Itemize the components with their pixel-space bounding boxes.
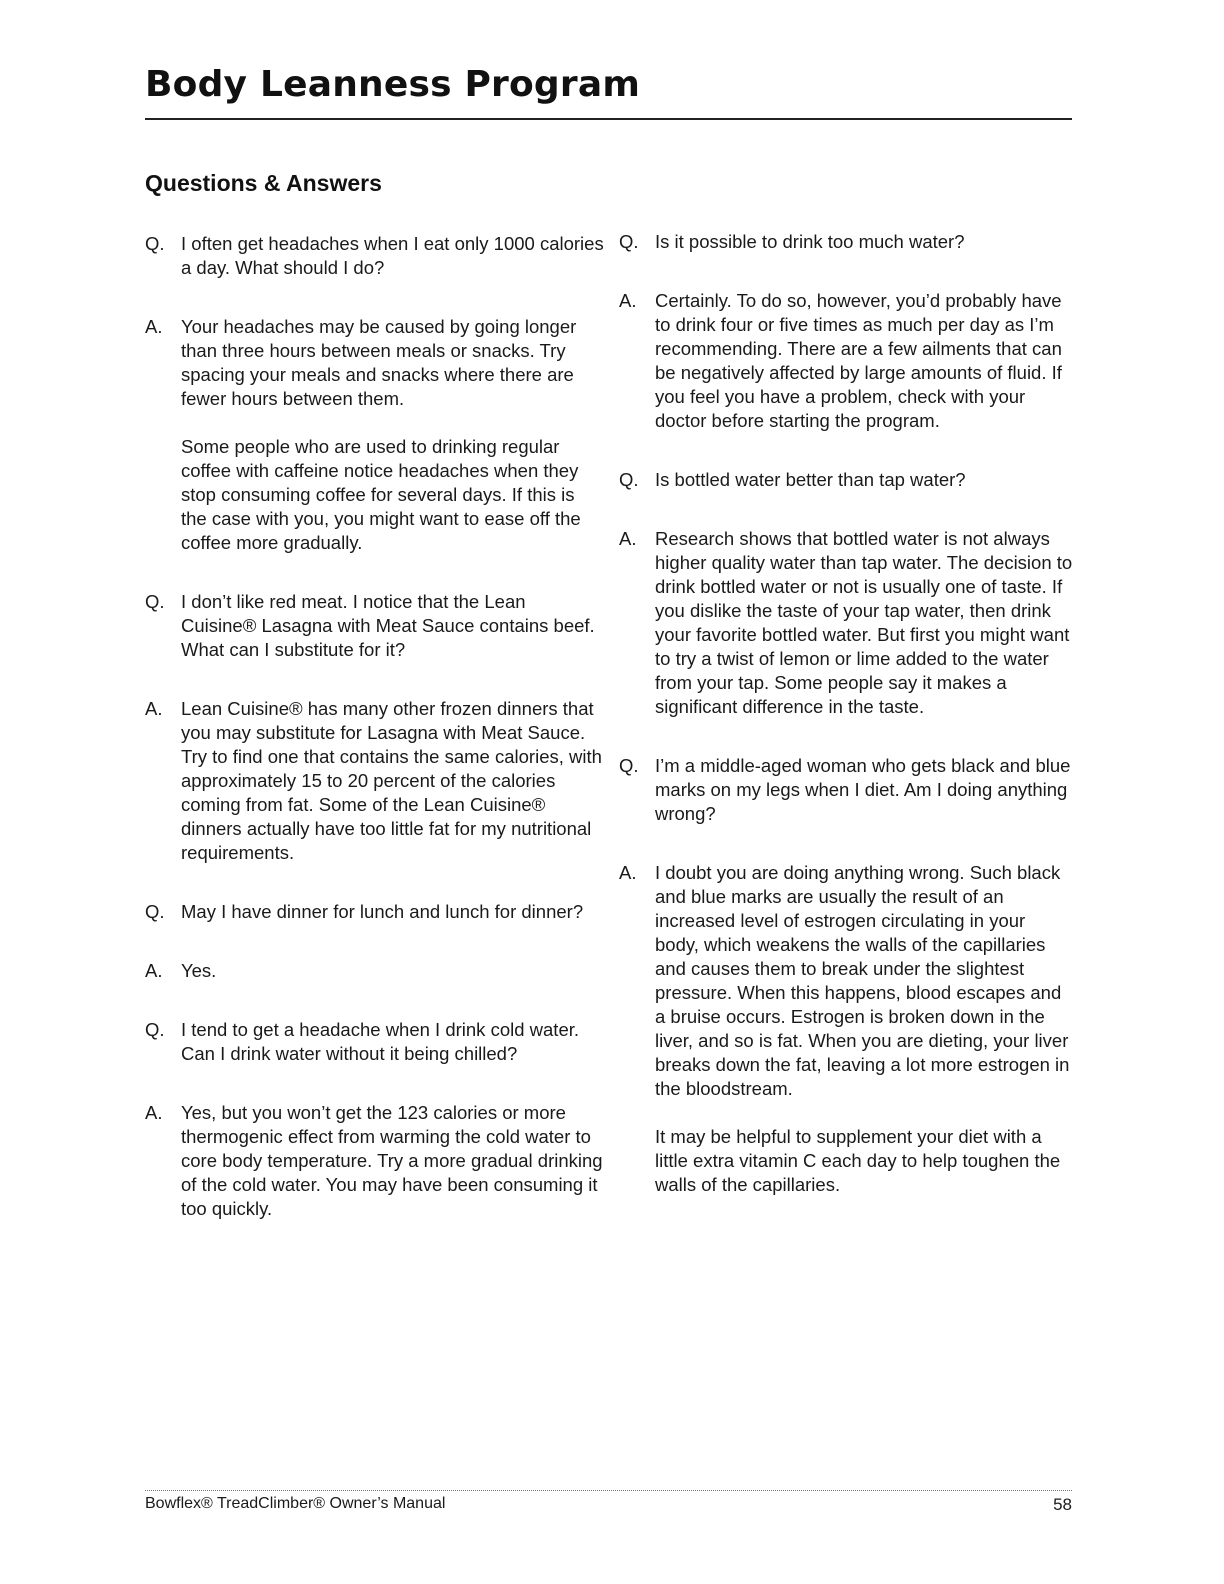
qa-item <box>145 1018 605 1066</box>
qa-item <box>145 900 605 924</box>
qa-text: Some people who are used to drinking regular coffee with caffeine notice headaches when they stop consuming coffee for several days. If this is the case with you, you might want to ease off the coffee more gradually. <box>181 436 581 553</box>
qa-item <box>145 959 605 983</box>
qa-label: Q. <box>619 755 639 776</box>
qa-text: Yes, but you won’t get the 123 calories or more thermogenic effect from warming the cold water to core body temperature. Try a more gradual drinking of the cold water. You may have been consuming it too quickly. <box>181 1102 603 1219</box>
qa-text: It may be helpful to supplement your diet with a little extra vitamin C each day to help toughen the walls of the capillaries. <box>655 1126 1061 1195</box>
qa-label: A. <box>145 960 163 981</box>
qa-label: A. <box>145 316 163 337</box>
qa-label: A. <box>145 1102 163 1123</box>
page-number: 58 <box>1053 1495 1072 1514</box>
section-heading: Questions & Answers <box>145 170 382 196</box>
qa-item <box>145 315 605 555</box>
qa-text: I tend to get a headache when I drink cold water. Can I drink water without it being chilled? <box>181 1019 580 1064</box>
qa-item <box>619 230 1074 254</box>
qa-item <box>145 590 605 662</box>
qa-text: May I have dinner for lunch and lunch for dinner? <box>181 901 584 922</box>
right-column <box>619 230 1074 1197</box>
qa-item <box>145 232 605 280</box>
qa-text: Your headaches may be caused by going longer than three hours between meals or snacks. Try spacing your meals and snacks where there are fewer hours between them. <box>181 316 577 409</box>
qa-label: Q. <box>145 1019 165 1040</box>
qa-text: I doubt you are doing anything wrong. Such black and blue marks are usually the result of an increased level of estrogen circulating in your body, which weakens the walls of the capillaries and causes them to break under the slightest pressure. When this happens, blood escapes and a bruise occurs. Estrogen is broken down in the liver, and so is fat. When you are dieting, your liver breaks down the fat, leaving a lot more estrogen in the bloodstream. <box>655 862 1070 1099</box>
qa-label: Q. <box>145 901 165 922</box>
qa-label: Q. <box>619 231 639 252</box>
qa-text: Research shows that bottled water is not always higher quality water than tap water. The decision to drink bottled water or not is usually one of taste. If you dislike the taste of your tap water, then drink your favorite bottled water. But first you might want to try a twist of lemon or lime added to the water from your tap. Some people say it makes a significant difference in the taste. <box>655 528 1073 717</box>
qa-item <box>619 468 1074 492</box>
qa-item <box>145 697 605 865</box>
qa-label: Q. <box>145 233 165 254</box>
qa-text: Certainly. To do so, however, you’d probably have to drink four or five times as much per day as I’m recommending. There are a few ailments that can be negatively affected by large amounts of fluid. If you feel you have a problem, check with your doctor before starting the program. <box>655 290 1062 431</box>
qa-text: I don’t like red meat. I notice that the Lean Cuisine® Lasagna with Meat Sauce contains beef. What can I substitute for it? <box>181 591 595 660</box>
qa-label: A. <box>619 528 637 549</box>
qa-item <box>619 527 1074 719</box>
qa-text: Yes. <box>181 960 217 981</box>
qa-text: Is it possible to drink too much water? <box>655 231 965 252</box>
title-divider <box>145 118 1072 120</box>
qa-label: A. <box>145 698 163 719</box>
qa-label: Q. <box>145 591 165 612</box>
qa-item <box>145 1101 605 1221</box>
page-title: Body Leanness Program <box>145 64 641 105</box>
left-column <box>145 232 605 1221</box>
footer-divider <box>145 1490 1072 1491</box>
qa-item <box>619 754 1074 826</box>
qa-text: I often get headaches when I eat only 1000 calories a day. What should I do? <box>181 233 604 278</box>
qa-item <box>619 289 1074 433</box>
qa-text: Is bottled water better than tap water? <box>655 469 966 490</box>
qa-label: A. <box>619 290 637 311</box>
qa-label: Q. <box>619 469 639 490</box>
qa-text: I’m a middle-aged woman who gets black and blue marks on my legs when I diet. Am I doing anything wrong? <box>655 755 1071 824</box>
qa-item <box>619 861 1074 1197</box>
qa-text: Lean Cuisine® has many other frozen dinners that you may substitute for Lasagna with Meat Sauce. Try to find one that contains the same calories, with approximately 15 to 20 percent of the calories coming from fat. Some of the Lean Cuisine® dinners actually have too little fat for my nutritional requirements. <box>181 698 602 863</box>
qa-label: A. <box>619 862 637 883</box>
footer-manual-title: Bowflex® TreadClimber® Owner’s Manual <box>145 1495 446 1512</box>
